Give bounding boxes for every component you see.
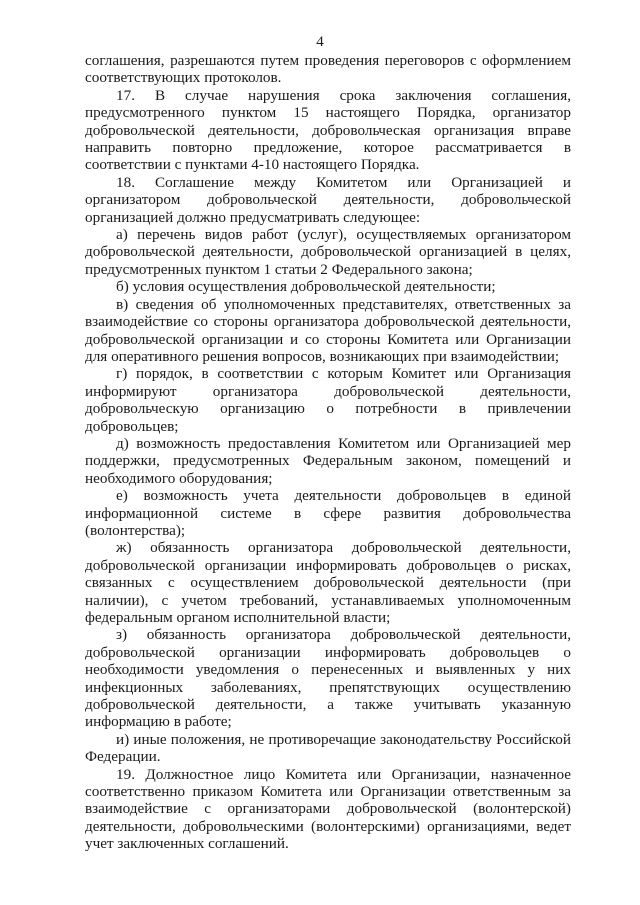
paragraph-18-v: в) сведения об уполномоченных представителях, ответственных за взаимодействие со стороны организатора добровольческой деятельности, добровольческой организации и со стороны Комитета или Организации для оперативного решения вопросов, возникающих при взаимодействии;	[85, 295, 571, 365]
paragraph-18-i: и) иные положения, не противоречащие законодательству Российской Федерации.	[85, 730, 571, 766]
paragraph-18-b: б) условия осуществления добровольческой деятельности;	[116, 278, 496, 296]
paragraph-18-e: е) возможность учета деятельности добровольцев в единой информационной системе в сфере развития добровольчества (волонтерства);	[85, 487, 571, 539]
paragraph-18-g: г) порядок, в соответствии с которым Комитет или Организация информируют организатора добровольческой деятельности, добровольческую организацию о потребности в привлечении добровольцев;	[85, 365, 571, 435]
paragraph-18-d: д) возможность предоставления Комитетом или Организацией мер поддержки, предусмотренных Федеральным законом, помещений и необходимого оборудования;	[85, 434, 571, 487]
paragraph-18-z: з) обязанность организатора добровольческой деятельности, добровольческой организации информировать добровольцев о необходимости уведомления о перенесенных и выявленных у них инфекционных заболеваниях, препятствующих осуществлению добровольческой деятельности, а также учитывать указанную информацию в работе;	[85, 626, 571, 731]
page-number: 4	[316, 34, 324, 50]
paragraph-continuation: соглашения, разрешаются путем проведения переговоров с оформлением соответствующих протоколов.	[85, 52, 571, 87]
paragraph-18: 18. Соглашение между Комитетом или Организацией и организатором добровольческой деятельности, добровольческой организацией должно предусматривать следующее:	[85, 173, 571, 226]
paragraph-18-a: а) перечень видов работ (услуг), осуществляемых организатором добровольческой деятельности, добровольческой организацией в целях, предусмотренных пунктом 1 статьи 2 Федерального закона;	[85, 226, 571, 278]
paragraph-17: 17. В случае нарушения срока заключения соглашения, предусмотренного пунктом 15 настоящего Порядка, организатор добровольческой деятельности, добровольческая организация вправе направить повторно предложение, которое рассматривается в соответствии с пунктами 4-10 настоящего Порядка.	[85, 86, 571, 174]
paragraph-18-zh: ж) обязанность организатора добровольческой деятельности, добровольческой организации информировать добровольцев о рисках, связанных с осуществлением добровольческой деятельности (при наличии), с учетом требований, устанавливаемых уполномоченным федеральным органом исполнительной власти;	[85, 539, 571, 626]
document-body	[85, 52, 571, 853]
paragraph-19: 19. Должностное лицо Комитета или Организации, назначенное соответственно приказом Комитета или Организации ответственным за взаимодействие с организаторами добровольческой (волонтерской) деятельности, добровольческими (волонтерскими) организациями, ведет учет заключенных соглашений.	[85, 765, 571, 853]
